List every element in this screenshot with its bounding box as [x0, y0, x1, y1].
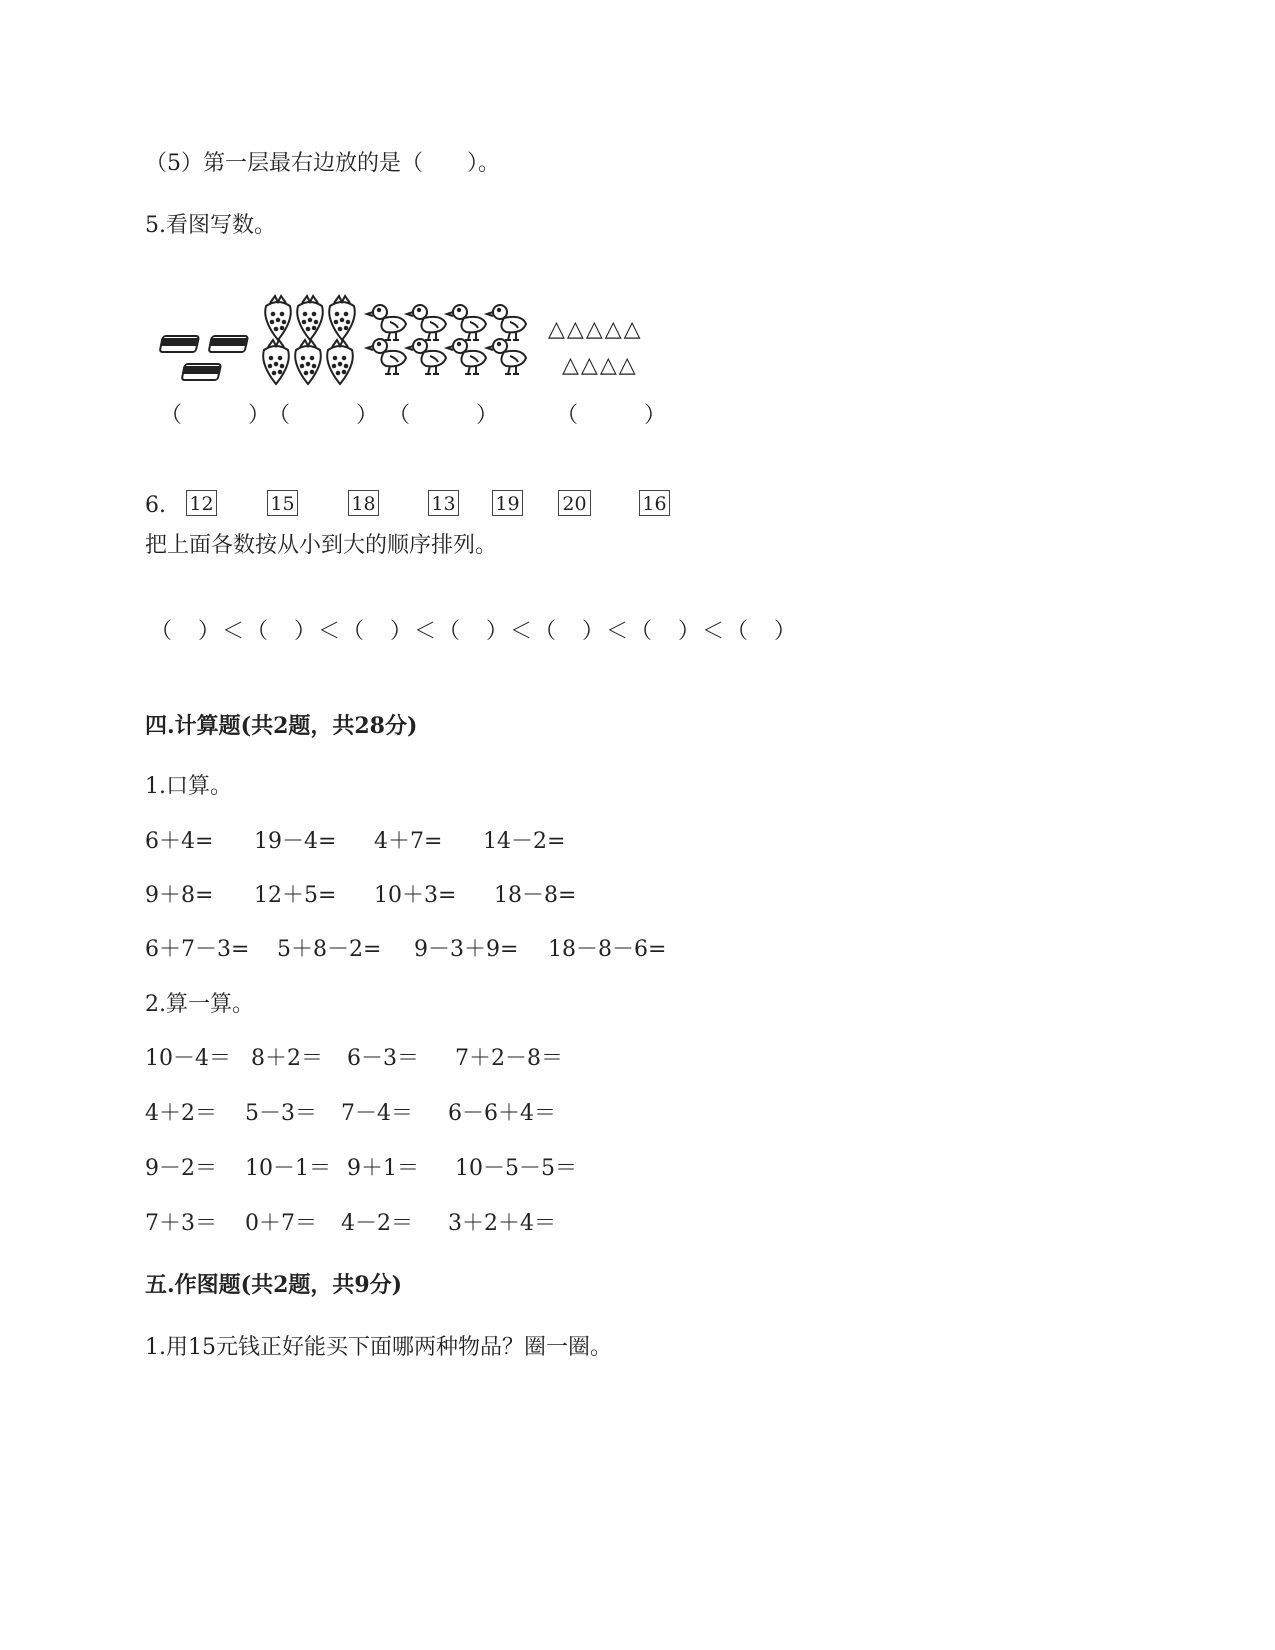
number-card: 18 — [348, 490, 379, 516]
calc-item: 10－5－5＝ — [455, 1156, 577, 1181]
oral-calc-item: 6＋7－3= — [145, 937, 250, 962]
number-card: 13 — [428, 490, 459, 516]
oral-calc-item: 4＋7= — [374, 829, 443, 854]
section-5-title: 五.作图题(共2题，共9分) — [145, 1272, 403, 1298]
oral-calc-item: 10＋3= — [374, 883, 457, 908]
count-pictures — [0, 0, 1275, 470]
answer-blank-chicks[interactable]: （ ） — [388, 403, 499, 428]
number-card: 19 — [492, 490, 523, 516]
oral-calc-item: 9－3＋9= — [414, 937, 519, 962]
calc-item: 4＋2＝ — [145, 1101, 217, 1126]
number-card: 16 — [639, 490, 670, 516]
oral-calc-item: 6＋4= — [145, 829, 214, 854]
oral-calc-item: 18－8= — [494, 883, 577, 908]
strawberry-icon — [263, 296, 355, 384]
calc-item: 6－3＝ — [347, 1046, 419, 1071]
calc-item: 6－6＋4＝ — [448, 1101, 556, 1126]
section-4-q2-title: 2.算一算。 — [145, 992, 254, 1017]
calc-item: 10－4＝ — [145, 1046, 231, 1071]
chick-icon — [367, 305, 526, 374]
question-5-part-5: （5）第一层最右边放的是（ ）。 — [145, 151, 500, 176]
section-5-q1: 1.用15元钱正好能买下面哪两种物品？圈一圈。 — [145, 1335, 612, 1360]
oral-calc-item: 18－8－6= — [548, 937, 667, 962]
calc-item: 7＋2－8＝ — [455, 1046, 563, 1071]
triangle-row-2: △△△△ — [562, 353, 638, 378]
calc-item: 8＋2＝ — [251, 1046, 323, 1071]
oral-calc-item: 19－4= — [254, 829, 337, 854]
calc-item: 0＋7＝ — [245, 1211, 317, 1236]
answer-blank-strawberries[interactable]: （ ） — [268, 403, 379, 428]
answer-blank-erasers[interactable]: （ ） — [160, 403, 271, 428]
number-card: 20 — [558, 490, 591, 516]
number-card: 15 — [267, 490, 298, 516]
calc-item: 10－1＝ — [245, 1156, 331, 1181]
calc-item: 9＋1＝ — [347, 1156, 419, 1181]
section-4-title: 四.计算题(共2题，共28分) — [145, 713, 418, 739]
section-4-q1-title: 1.口算。 — [145, 774, 232, 799]
oral-calc-item: 14－2= — [483, 829, 566, 854]
oral-calc-item: 5＋8－2= — [277, 937, 382, 962]
eraser-icon — [160, 336, 248, 380]
oral-calc-item: 12＋5= — [254, 883, 337, 908]
calc-item: 4－2＝ — [341, 1211, 413, 1236]
calc-item: 7－4＝ — [341, 1101, 413, 1126]
calc-item: 5－3＝ — [245, 1101, 317, 1126]
question-5-title: 5.看图写数。 — [145, 213, 276, 238]
question-6-label: 6. — [145, 493, 166, 518]
answer-blank-triangles[interactable]: （ ） — [556, 403, 667, 428]
calc-item: 7＋3＝ — [145, 1211, 217, 1236]
calc-item: 3＋2＋4＝ — [448, 1211, 556, 1236]
oral-calc-item: 9＋8= — [145, 883, 214, 908]
calc-item: 9－2＝ — [145, 1156, 217, 1181]
ordering-answer-line[interactable]: （ ）＜（ ）＜（ ）＜（ ）＜（ ）＜（ ）＜（ ） — [150, 619, 799, 644]
triangle-row-1: △△△△△ — [548, 317, 643, 342]
number-card: 12 — [186, 490, 217, 516]
question-6-instruction: 把上面各数按从小到大的顺序排列。 — [145, 533, 498, 558]
